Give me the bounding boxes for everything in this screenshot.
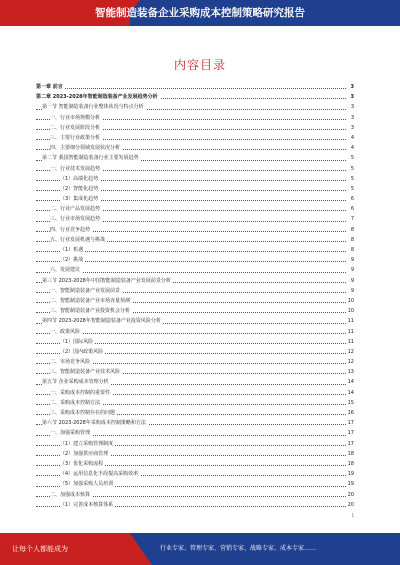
toc-entry-label: 第一章 前言 <box>36 84 63 90</box>
toc-entry-page: 13 <box>347 367 354 377</box>
toc-entry[interactable] <box>36 439 354 449</box>
toc-entry-page: 3 <box>350 92 354 102</box>
toc-entry-page: 16 <box>347 408 354 418</box>
toc-entry[interactable] <box>36 388 354 398</box>
toc-entry[interactable] <box>36 174 354 184</box>
toc-entry-label: 五、行业发展机遇与挑战 <box>50 236 106 243</box>
toc-entry-label: （1）完善成本核算体系 <box>60 501 114 508</box>
toc-entry[interactable] <box>36 479 354 489</box>
toc-entry-page: 7 <box>350 214 354 224</box>
toc-entry[interactable] <box>36 459 354 469</box>
toc-entry-label: 六、发展建议 <box>50 267 81 274</box>
toc-entry[interactable] <box>36 449 354 459</box>
toc-dot-leader <box>36 272 346 273</box>
toc-entry-label: 二、行业发展阶段分析 <box>50 124 101 131</box>
toc-entry-page: 9 <box>350 255 354 265</box>
toc-entry-page: 11 <box>347 337 354 347</box>
toc-entry[interactable] <box>36 286 354 296</box>
toc-entry[interactable] <box>36 204 354 214</box>
toc-entry[interactable] <box>36 357 354 367</box>
toc-entry[interactable] <box>36 377 354 387</box>
toc-entry-page: 11 <box>347 316 354 326</box>
page-header-banner <box>0 0 400 26</box>
toc-entry[interactable] <box>36 347 354 357</box>
toc-entry[interactable] <box>36 327 354 337</box>
toc-entry[interactable] <box>36 214 354 224</box>
toc-dot-leader <box>36 333 346 334</box>
toc-entry[interactable] <box>36 316 354 326</box>
toc-entry-label: 一、行业技术发展趋势 <box>50 165 101 172</box>
page-number: 1 <box>351 513 354 518</box>
toc-entry-label: 四、主要细分领域发展状况分析 <box>50 145 121 152</box>
toc-entry-label: 第二节 我国智能制造装备行业主要发展趋势 <box>42 155 139 162</box>
toc-entry-label: （5）加强采购人员培训 <box>60 481 114 488</box>
toc-entry-page: 8 <box>350 225 354 235</box>
toc-entry[interactable] <box>36 306 354 316</box>
toc-entry-page: 8 <box>350 245 354 255</box>
toc-entry[interactable] <box>36 296 354 306</box>
toc-entry-label: 一、加强采购管理 <box>50 430 91 437</box>
toc-entry[interactable] <box>36 398 354 408</box>
toc-entry-page: 9 <box>350 286 354 296</box>
toc-entry-label: 二、加强成本核算 <box>50 491 91 498</box>
toc-entry-label: 第一节 智能制造装备行业整体状况与特点分析 <box>42 104 144 111</box>
toc-entry-label: （1）国际风险 <box>60 338 94 345</box>
toc-entry[interactable] <box>36 500 354 510</box>
toc-entry-label: 三、采购成本控制存在的问题 <box>50 410 116 416</box>
toc-entry-page: 3 <box>350 113 354 123</box>
toc-entry-page: 9 <box>350 265 354 275</box>
toc-entry[interactable] <box>36 194 354 204</box>
toc-entry-page: 14 <box>347 388 354 398</box>
toc-entry-label: 二、市场竞争风险 <box>50 359 91 366</box>
report-title: 智能制造装备企业采购成本控制策略研究报告 <box>95 7 305 19</box>
toc-entry-page: 10 <box>347 296 354 306</box>
toc-entry-page: 18 <box>347 449 354 459</box>
toc-entry[interactable] <box>36 92 354 102</box>
toc-entry-page: 17 <box>347 418 354 428</box>
toc-entry-label: 第六节 2023-2028年采购成本控制策略和方法 <box>42 420 146 427</box>
toc-entry-page: 17 <box>347 439 354 449</box>
toc-entry-page: 11 <box>347 327 354 337</box>
toc-entry-label: （3）集成化趋势 <box>60 196 99 203</box>
toc-entry[interactable] <box>36 490 354 500</box>
toc-entry-page: 12 <box>347 347 354 357</box>
toc-entry-label: 一、智能制造装备产业发展前景 <box>50 287 121 294</box>
toc-entry-label: （1）机遇 <box>60 247 84 253</box>
toc-entry-page: 6 <box>350 194 354 204</box>
toc-entry-page: 14 <box>347 377 354 387</box>
toc-entry-label: 二、智能制造装备产业市场容量预测 <box>50 297 131 304</box>
toc-entry-page: 5 <box>350 164 354 174</box>
toc-entry[interactable] <box>36 245 354 255</box>
toc-entry-label: 第四节 2023-2028年智能制造装备产业投资风险分析 <box>42 318 161 325</box>
toc-entry-page: 15 <box>347 398 354 408</box>
toc-entry[interactable] <box>36 82 354 92</box>
toc-entry-page: 20 <box>347 500 354 510</box>
toc-entry[interactable] <box>36 164 354 174</box>
toc-entry-label: 三、智能制造装备产业投资机会分析 <box>50 308 131 315</box>
toc-entry-label: 二、采购成本控制方法 <box>50 399 101 406</box>
toc-entry-page: 4 <box>350 143 354 153</box>
toc-entry-page: 20 <box>347 490 354 500</box>
toc-entry[interactable] <box>36 408 354 418</box>
toc-entry[interactable] <box>36 184 354 194</box>
toc-entry-label: （3）优化采购流程 <box>60 460 104 467</box>
toc-entry-label: 四、行业竞争趋势 <box>50 226 91 233</box>
toc-entry-label: 一、行业市场规模分析 <box>50 114 101 121</box>
toc-entry-page: 5 <box>350 174 354 184</box>
toc-heading: 内容目录 <box>173 58 226 72</box>
toc-entry[interactable] <box>36 265 354 275</box>
toc-entry-label: （1）建立采购管理制度 <box>60 440 114 447</box>
toc-entry-page: 19 <box>347 479 354 489</box>
page-footer-banner <box>0 533 400 565</box>
toc-entry-page: 17 <box>347 428 354 438</box>
toc-entry-page: 9 <box>350 276 354 286</box>
footer-tags: 行业专家、管理专家、营销专家、战略专家、成本专家…… <box>160 545 317 552</box>
toc-entry-page: 18 <box>347 459 354 469</box>
toc-entry[interactable] <box>36 255 354 265</box>
toc-entry-page: 19 <box>347 469 354 479</box>
toc-entry-label: （2）加强供应商管理 <box>60 450 109 457</box>
toc-entry-label: （2）挑战 <box>60 257 84 264</box>
toc-entry-label: 第三节 2023-2028年中国智能制造装备产业发展前景分析 <box>42 277 171 284</box>
toc-entry-page: 10 <box>347 306 354 316</box>
toc-entry-label: 一、政策风险 <box>50 328 81 335</box>
toc-entry[interactable] <box>36 102 354 112</box>
toc-entry-label: 第五节 企业采购成本管理分析 <box>42 379 109 386</box>
toc-entry-page: 3 <box>350 82 354 92</box>
toc-entry-label: 三、智能制造装备产业技术风险 <box>50 369 121 376</box>
table-of-contents <box>36 82 354 510</box>
toc-entry[interactable] <box>36 113 354 123</box>
toc-entry[interactable] <box>36 428 354 438</box>
toc-entry-label: （4）运用信息化手段提高采购效率 <box>60 471 139 478</box>
toc-entry[interactable] <box>36 469 354 479</box>
footer-slogan: 让每个人都能成为 <box>12 545 68 553</box>
toc-entry-page: 3 <box>350 123 354 133</box>
toc-entry-label: 第二章 2023-2028年智能制造装备产业发展趋势分析 <box>36 94 158 101</box>
toc-entry[interactable] <box>36 235 354 245</box>
toc-entry-page: 5 <box>350 184 354 194</box>
toc-entry-page: 3 <box>350 102 354 112</box>
toc-entry[interactable] <box>36 123 354 133</box>
toc-entry[interactable] <box>36 337 354 347</box>
footer-red-wedge <box>130 533 152 565</box>
toc-entry-label: 三、行业市场发展趋势 <box>50 216 101 223</box>
toc-entry-label: 一、采购成本控制的重要性 <box>50 389 111 396</box>
toc-entry-page: 8 <box>350 235 354 245</box>
toc-entry[interactable] <box>36 153 354 163</box>
toc-entry-label: （2）智能化趋势 <box>60 185 99 192</box>
toc-entry-label: （1）高端化趋势 <box>60 175 99 182</box>
toc-entry[interactable] <box>36 133 354 143</box>
toc-entry[interactable] <box>36 276 354 286</box>
toc-entry[interactable] <box>36 143 354 153</box>
toc-entry-page: 5 <box>350 153 354 163</box>
toc-entry-label: （2）国内政策风险 <box>60 348 104 355</box>
toc-entry-page: 12 <box>347 357 354 367</box>
toc-dot-leader <box>36 88 346 89</box>
toc-entry-label: 二、行业产品发展趋势 <box>50 206 101 213</box>
toc-entry[interactable] <box>36 367 354 377</box>
toc-entry-page: 4 <box>350 133 354 143</box>
toc-entry[interactable] <box>36 225 354 235</box>
toc-entry[interactable] <box>36 418 354 428</box>
toc-entry-page: 6 <box>350 204 354 214</box>
toc-entry-label: 三、主要行业政策分析 <box>50 134 101 141</box>
